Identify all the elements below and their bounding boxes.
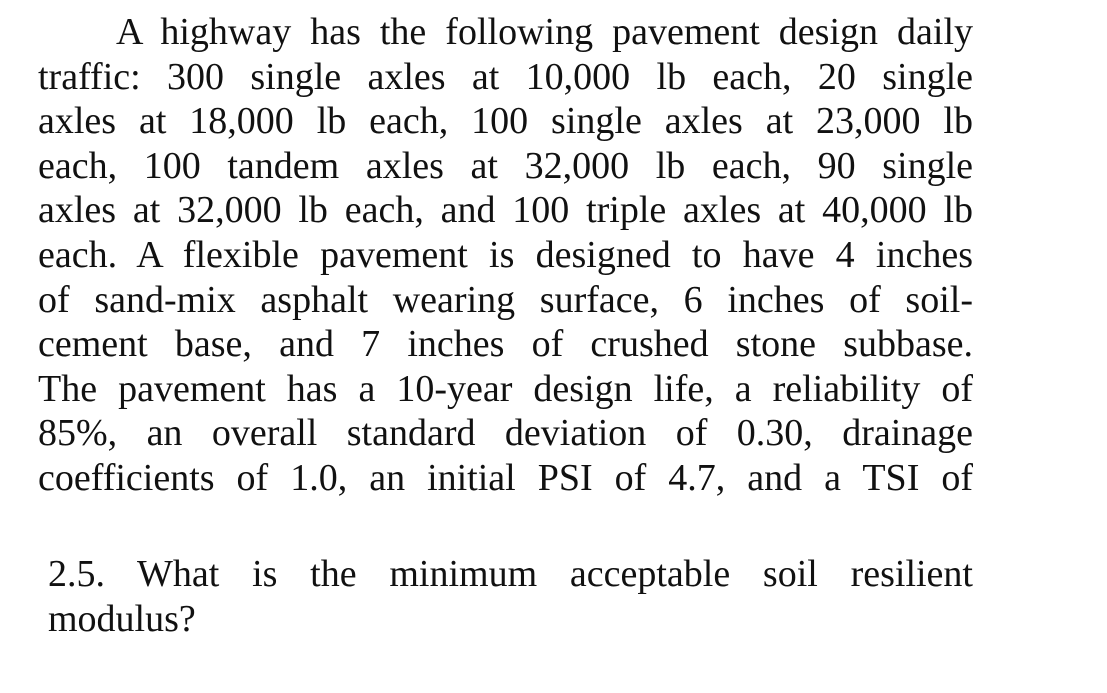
question-line: modulus? bbox=[48, 597, 196, 640]
problem-line: of sand-mix asphalt wearing surface, 6 inches of soil- bbox=[38, 278, 973, 321]
question-paragraph bbox=[48, 552, 973, 641]
problem-line: coefficients of 1.0, an initial PSI of 4.7, and a TSI of bbox=[38, 456, 973, 499]
problem-line: A highway has the following pavement design daily bbox=[116, 11, 973, 53]
question-line: 2.5. What is the minimum acceptable soil resilient bbox=[48, 553, 973, 595]
problem-line: cement base, and 7 inches of crushed stone subbase. bbox=[38, 323, 973, 366]
problem-line: 85%, an overall standard deviation of 0.30, drainage bbox=[38, 412, 973, 455]
problem-paragraph bbox=[38, 10, 973, 501]
problem-line: axles at 32,000 lb each, and 100 triple axles at 40,000 lb bbox=[38, 189, 973, 232]
problem-line: each, 100 tandem axles at 32,000 lb each, 90 single bbox=[38, 144, 973, 187]
problem-line: The pavement has a 10-year design life, a reliability of bbox=[38, 367, 973, 410]
problem-line: axles at 18,000 lb each, 100 single axles at 23,000 lb bbox=[38, 100, 973, 143]
problem-line: each. A flexible pavement is designed to have 4 inches bbox=[38, 233, 973, 276]
problem-line: traffic: 300 single axles at 10,000 lb each, 20 single bbox=[38, 55, 973, 98]
